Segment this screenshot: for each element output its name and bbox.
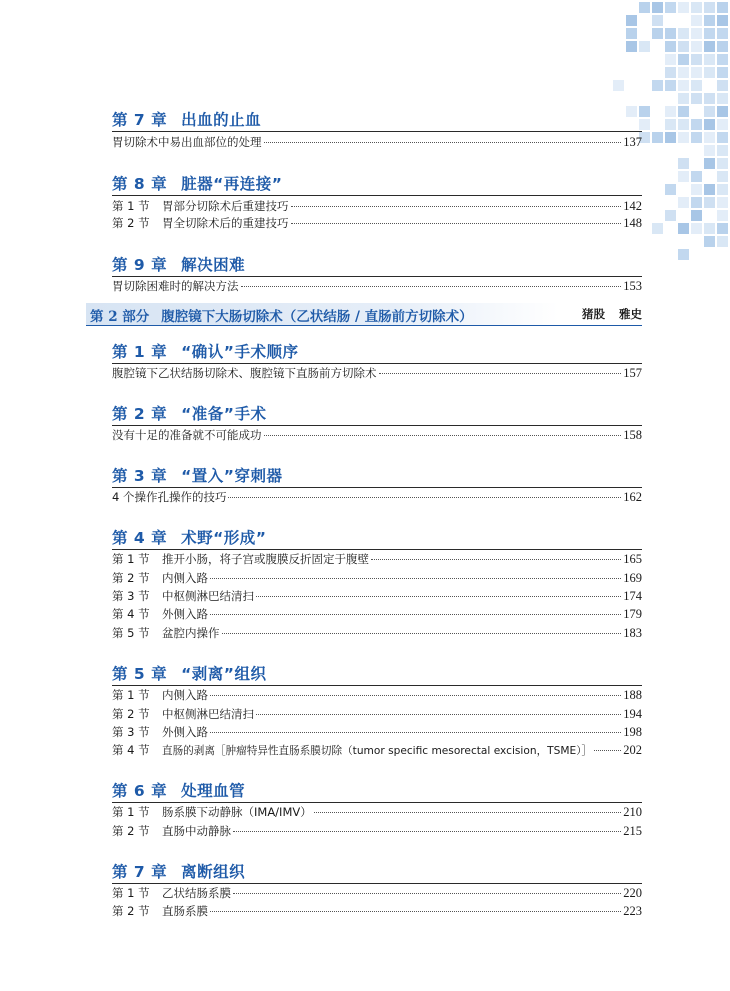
mosaic-tile [704, 28, 715, 39]
chapter-rule [112, 425, 642, 426]
chapter-heading: 第 3 章 “置入”穿刺器 [112, 467, 283, 485]
mosaic-tile [665, 2, 676, 13]
mosaic-tile [717, 158, 728, 169]
mosaic-tile [704, 54, 715, 65]
mosaic-tile [691, 119, 702, 130]
chapter-rule [112, 363, 642, 364]
mosaic-tile [652, 223, 663, 234]
mosaic-tile [691, 67, 702, 78]
mosaic-tile [704, 236, 715, 247]
mosaic-tile [704, 184, 715, 195]
mosaic-tile [626, 28, 637, 39]
mosaic-tile [691, 171, 702, 182]
mosaic-tile [665, 106, 676, 117]
part-header [86, 303, 642, 325]
toc-entry[interactable]: 第 5 节 盆腔内操作 183 [112, 626, 642, 640]
page-number: 202 [623, 743, 642, 757]
mosaic-tile [717, 15, 728, 26]
toc-entry[interactable]: 第 4 节 直肠的剥离［肿瘤特异性直肠系膜切除（tumor specific mesorectal excision，TSME）］ 202 [112, 743, 642, 757]
mosaic-tile [717, 119, 728, 130]
mosaic-tile [717, 236, 728, 247]
mosaic-tile [678, 249, 689, 260]
toc-entry[interactable]: 第 3 节 外侧入路 198 [112, 725, 642, 739]
chapter-rule [112, 549, 642, 550]
page-number: 215 [623, 824, 642, 838]
page-number: 183 [623, 626, 642, 640]
mosaic-tile [665, 54, 676, 65]
chapter-rule [112, 685, 642, 686]
toc-entry[interactable]: 第 2 节 内侧入路 169 [112, 571, 642, 585]
mosaic-tile [717, 106, 728, 117]
chapter-heading: 第 7 章 离断组织 [112, 863, 246, 881]
mosaic-tile [717, 132, 728, 143]
mosaic-tile [665, 80, 676, 91]
mosaic-tile [678, 158, 689, 169]
toc-entry[interactable]: 第 3 节 中枢侧淋巴结清扫 174 [112, 589, 642, 603]
mosaic-tile [717, 210, 728, 221]
chapter-heading: 第 7 章 出血的止血 [112, 111, 262, 129]
page-number: 142 [623, 199, 642, 213]
toc-entry[interactable]: 4 个操作孔操作的技巧 162 [112, 490, 642, 504]
mosaic-tile [626, 41, 637, 52]
mosaic-tile [704, 223, 715, 234]
mosaic-tile [639, 106, 650, 117]
mosaic-tile [717, 2, 728, 13]
chapter-rule [112, 802, 642, 803]
part-title: 第 2 部分 腹腔镜下大肠切除术（乙状结肠 / 直肠前方切除术） [90, 309, 473, 325]
mosaic-tile [691, 210, 702, 221]
page-number: 194 [623, 707, 642, 721]
page-number: 223 [623, 904, 642, 918]
mosaic-tile [717, 197, 728, 208]
mosaic-tile [678, 41, 689, 52]
toc-entry[interactable]: 第 2 节 胃全切除术后的重建技巧 148 [112, 216, 642, 230]
mosaic-tile [691, 132, 702, 143]
mosaic-tile [613, 80, 624, 91]
toc-entry[interactable]: 没有十足的准备就不可能成功 158 [112, 428, 642, 442]
mosaic-tile [678, 54, 689, 65]
page-number: 169 [623, 571, 642, 585]
part-authors: 猪股 雅史 [582, 307, 642, 321]
mosaic-tile [678, 28, 689, 39]
mosaic-tile [704, 93, 715, 104]
mosaic-tile [652, 28, 663, 39]
mosaic-tile [691, 2, 702, 13]
mosaic-tile [665, 210, 676, 221]
mosaic-tile [652, 2, 663, 13]
mosaic-tile [626, 106, 637, 117]
page-number: 158 [623, 428, 642, 442]
mosaic-tile [704, 67, 715, 78]
toc-entry[interactable]: 第 2 节 中枢侧淋巴结清扫 194 [112, 707, 642, 721]
toc-entry[interactable]: 胃切除困难时的解决方法 153 [112, 279, 642, 293]
mosaic-tile [665, 119, 676, 130]
mosaic-tile [678, 93, 689, 104]
mosaic-tile [639, 2, 650, 13]
mosaic-tile [665, 67, 676, 78]
mosaic-tile [678, 80, 689, 91]
chapter-heading: 第 6 章 处理血管 [112, 782, 246, 800]
page-number: 137 [623, 135, 642, 149]
mosaic-tile [691, 197, 702, 208]
mosaic-tile [691, 28, 702, 39]
page-number: 153 [623, 279, 642, 293]
mosaic-tile [678, 171, 689, 182]
chapter-rule [112, 276, 642, 277]
mosaic-tile [678, 2, 689, 13]
mosaic-tile [717, 41, 728, 52]
mosaic-tile [665, 184, 676, 195]
mosaic-tile [626, 15, 637, 26]
mosaic-tile [717, 93, 728, 104]
chapter-heading: 第 2 章 “准备”手术 [112, 405, 267, 423]
mosaic-tile [691, 54, 702, 65]
mosaic-tile [704, 106, 715, 117]
chapter-heading: 第 4 章 术野“形成” [112, 529, 267, 547]
page-number: 157 [623, 366, 642, 380]
page-number: 210 [623, 805, 642, 819]
toc-entry[interactable]: 第 2 节 直肠中动静脉 215 [112, 824, 642, 838]
mosaic-tile [717, 67, 728, 78]
mosaic-tile [639, 119, 650, 130]
mosaic-tile [691, 93, 702, 104]
chapter-heading: 第 8 章 脏器“再连接” [112, 175, 283, 193]
chapter-heading: 第 9 章 解决困难 [112, 256, 246, 274]
mosaic-tile [678, 197, 689, 208]
chapter-heading: 第 1 章 “确认”手术顺序 [112, 343, 299, 361]
mosaic-tile [652, 132, 663, 143]
mosaic-tile [678, 106, 689, 117]
toc-entry[interactable]: 第 2 节 直肠系膜 223 [112, 904, 642, 918]
chapter-rule [112, 195, 642, 196]
page-number: 162 [623, 490, 642, 504]
mosaic-tile [704, 158, 715, 169]
mosaic-tile [691, 15, 702, 26]
mosaic-tile [717, 28, 728, 39]
mosaic-tile [717, 184, 728, 195]
mosaic-tile [704, 41, 715, 52]
toc-entry[interactable]: 腹腔镜下乙状结肠切除术、腹腔镜下直肠前方切除术 157 [112, 366, 642, 380]
mosaic-tile [691, 80, 702, 91]
mosaic-tile [665, 28, 676, 39]
mosaic-tile [652, 80, 663, 91]
mosaic-tile [691, 41, 702, 52]
page-number: 174 [623, 589, 642, 603]
mosaic-tile [704, 145, 715, 156]
page-number: 165 [623, 552, 642, 566]
toc-entry[interactable]: 第 4 节 外侧入路 179 [112, 607, 642, 621]
part-header-rule [86, 325, 642, 326]
mosaic-tile [704, 119, 715, 130]
mosaic-tile [717, 54, 728, 65]
page-number: 188 [623, 688, 642, 702]
mosaic-tile [678, 223, 689, 234]
toc-entry[interactable]: 胃切除术中易出血部位的处理 137 [112, 135, 642, 149]
page-number: 220 [623, 886, 642, 900]
chapter-heading: 第 5 章 “剥离”组织 [112, 665, 267, 683]
mosaic-tile [691, 184, 702, 195]
mosaic-tile [678, 67, 689, 78]
mosaic-tile [717, 145, 728, 156]
mosaic-tile [704, 15, 715, 26]
mosaic-tile [678, 132, 689, 143]
mosaic-tile [665, 132, 676, 143]
mosaic-tile [652, 15, 663, 26]
toc-entry[interactable]: 第 1 节 胃部分切除术后重建技巧 142 [112, 199, 642, 213]
chapter-rule [112, 487, 642, 488]
mosaic-tile [665, 41, 676, 52]
mosaic-tile [704, 197, 715, 208]
page-number: 198 [623, 725, 642, 739]
mosaic-tile [717, 80, 728, 91]
mosaic-tile [639, 41, 650, 52]
mosaic-tile [678, 119, 689, 130]
toc-entry[interactable]: 第 1 节 肠系膜下动静脉（IMA/IMV） 210 [112, 805, 642, 819]
page-number: 148 [623, 216, 642, 230]
chapter-rule [112, 131, 642, 132]
page-number: 179 [623, 607, 642, 621]
mosaic-tile [704, 2, 715, 13]
mosaic-tile [717, 223, 728, 234]
toc-entry[interactable]: 第 1 节 推开小肠，将子宫或腹膜反折固定于腹壁 165 [112, 552, 642, 566]
mosaic-tile [691, 223, 702, 234]
chapter-rule [112, 883, 642, 884]
toc-entry[interactable]: 第 1 节 内侧入路 188 [112, 688, 642, 702]
mosaic-tile [717, 171, 728, 182]
toc-entry[interactable]: 第 1 节 乙状结肠系膜 220 [112, 886, 642, 900]
mosaic-tile [704, 132, 715, 143]
